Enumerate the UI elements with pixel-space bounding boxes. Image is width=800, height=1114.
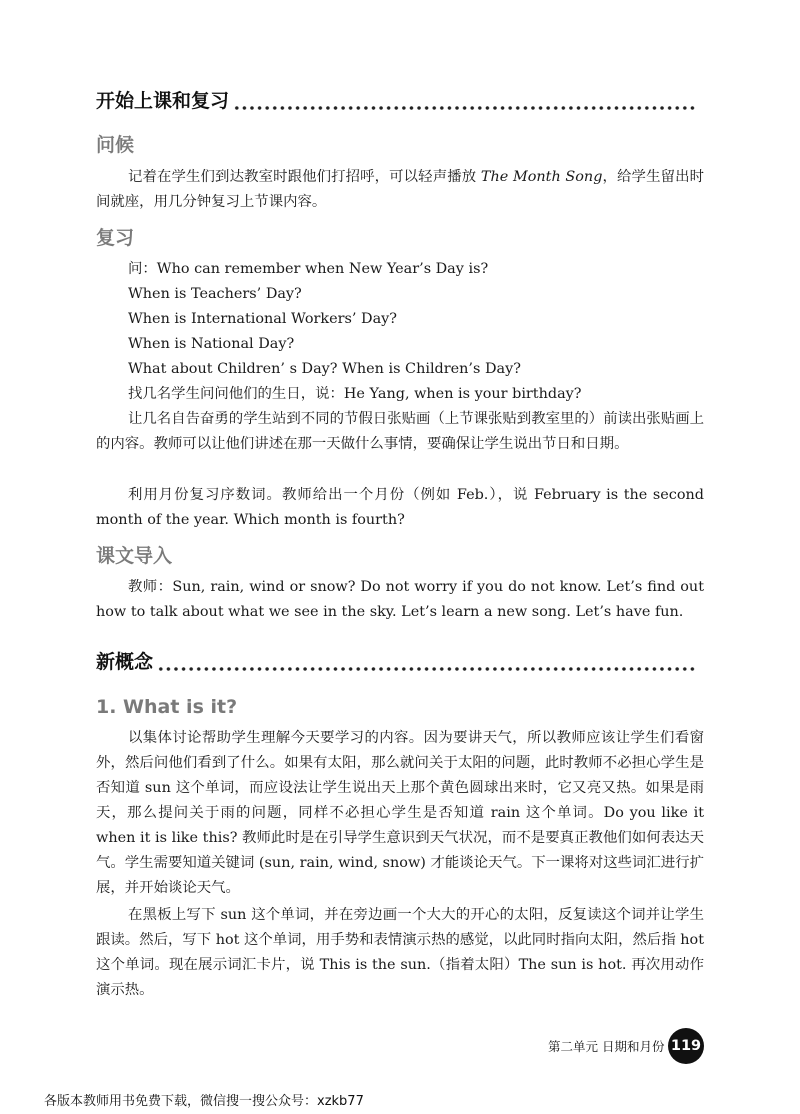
greeting-paragraph: 记着在学生们到达教室时跟他们打招呼，可以轻声播放 The Month Song，给学生留出时间就座，用几分钟复习上节课内容。 xyxy=(96,169,704,210)
subheading-greeting: 问候 xyxy=(96,134,135,156)
song-title: The Month Song xyxy=(480,169,603,185)
review-line: When is International Workers’ Day? xyxy=(128,311,398,327)
subheading-intro: 课文导入 xyxy=(96,545,173,567)
page-number-badge: 119 xyxy=(668,1028,704,1064)
concept-paragraph: 以集体讨论帮助学生理解今天要学习的内容。因为要讲天气，所以教师应该让学生们看窗外，然后问他们看到了什么。如果有太阳，那么就问关于太阳的问题，此时教师不必担心学生是否知道 sun 这个单词，而应设法让学生说出天上那个黄色圆球出来时，它又亮又热。如果是雨天，那么提问关于雨的问题，同样不必担心学生是否知道 rain 这个单词。Do you like it when it is like this? 教师此时是在引导学生意识到天气状况，而不是要真正教他们如何表达天气。学生需要知道关键词 (sun, rain, wind, snow) 才能谈论天气。下一课将对这些词汇进行扩展，并开始谈论天气。 xyxy=(96,730,704,896)
section-heading-new-concepts xyxy=(96,641,698,675)
review-line: What about Children’ s Day? When is Children’s Day? xyxy=(128,361,521,377)
review-paragraph: 让几名自告奋勇的学生站到不同的节假日张贴画（上节课张贴到教室里的）前读出张贴画上的内容。教师可以让他们讲述在那一天做什么事情，要确保让学生说出节日和日期。 xyxy=(96,411,704,452)
section-title: 开始上课和复习 xyxy=(96,90,230,112)
unit-label: 第二单元 日期和月份 xyxy=(548,1039,665,1054)
review-paragraph: 利用月份复习序数词。教师给出一个月份（例如 Feb.），说 February is the second month of the year. Which month is fourth? xyxy=(96,487,704,528)
download-notice: 各版本教师用书免费下载，微信搜一搜公众号：xzkb77 xyxy=(44,1094,364,1109)
review-line: 找几名学生问问他们的生日，说：He Yang, when is your birthday? xyxy=(128,386,582,402)
subheading-review: 复习 xyxy=(96,227,135,249)
section-title: 新概念 xyxy=(96,651,154,673)
review-line: When is Teachers’ Day? xyxy=(128,286,302,302)
review-line: 问：Who can remember when New Year’s Day is? xyxy=(128,261,489,277)
section-heading-start-class xyxy=(96,80,698,114)
review-line: When is National Day? xyxy=(128,336,295,352)
subheading-what-is-it: 1. What is it? xyxy=(96,696,238,718)
intro-paragraph: 教师：Sun, rain, wind or snow? Do not worry if you do not know. Let’s find out how to talk about what we see in the sky. Let’s learn a new song. Let’s have fun. xyxy=(96,579,704,620)
dotted-rule xyxy=(157,666,698,672)
concept-paragraph: 在黑板上写下 sun 这个单词，并在旁边画一个大大的开心的太阳，反复读这个词并让学生跟读。然后，写下 hot 这个单词，用手势和表情演示热的感觉，以此同时指向太阳，然后指 hot 这个单词。现在展示词汇卡片，说 This is the sun.（指着太阳）The sun is hot. 再次用动作演示热。 xyxy=(96,907,704,998)
dotted-rule xyxy=(233,105,698,111)
